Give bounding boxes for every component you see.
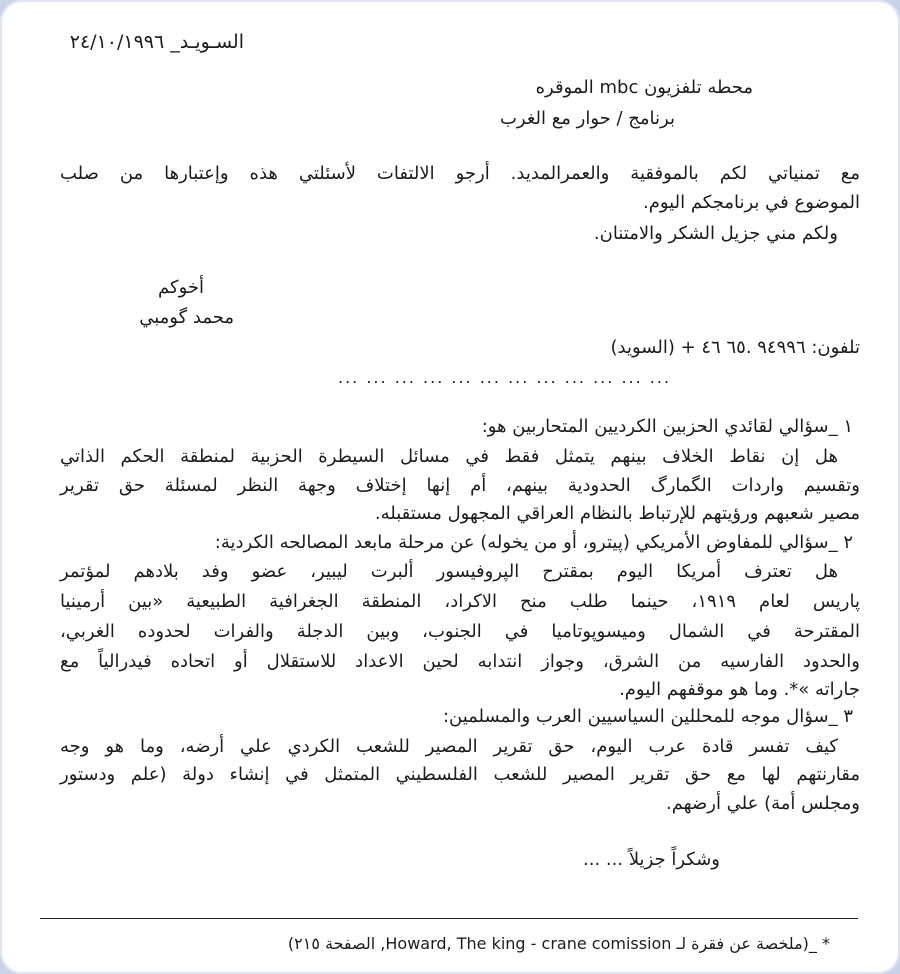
signature-greeting: أخوكم: [158, 277, 204, 298]
question-1-line-2: وتقسيم واردات الگمارگ الحدودية بينهم، أم إنها إختلاف وجهة النظر لمسئلة حق تقرير: [60, 475, 860, 496]
question-3-line-3: ومجلس أمة) علي أرضهم.: [665, 793, 860, 814]
question-3-heading: ٣ _سؤال موجه للمحللين السياسيين العرب والمسلمين:: [442, 706, 853, 727]
question-1-line-1: هل إن نقاط الخلاف بينهم يتمثل فقط في مسائل السيطرة الحزبية لمنطقة الحكم الذاتي: [60, 446, 838, 467]
phone-line: تلفون: ٩٤٩٩٦ .٦٥ ٤٦ + (السويد): [610, 337, 860, 358]
question-1-line-3: مصير شعبهم ورؤيتهم للإرتباط بالنظام العراقي المجهول مستقبله.: [374, 503, 860, 524]
intro-line-3: ولكم مني جزيل الشكر والامتنان.: [593, 223, 838, 244]
question-1-heading: ١ _سؤالي لقائدي الحزبين الكرديين المتحاربين هو:: [481, 416, 853, 437]
closing-thanks: وشكراً جزيلاً ... ...: [583, 849, 720, 870]
question-2-heading: ٢ _سؤالي للمفاوض الأمريكي (پيترو، أو من يخوله) عن مرحلة مابعد المصالحه الكردية:: [214, 532, 853, 553]
question-2-line-1: هل تعترف أمريكا اليوم بمقترح الپروفيسور ألبرت ليبير، عضو وفد بلادهم لمؤتمر: [60, 561, 838, 582]
separator-dots: ... ... ... ... ... ... ... ... ... ... ... ...: [338, 368, 672, 387]
program-line: برنامج / حوار مع الغرب: [499, 108, 675, 129]
date-line: السـويـد_ ٢٤/١٠/١٩٩٦: [69, 31, 244, 53]
intro-line-1: مع تمنياتي لكم بالموفقية والعمرالمديد. أرجو الالتفات لأسئلتي هذه وإعتبارها من صلب: [60, 163, 860, 184]
question-2-line-2: پاريس لعام ١٩١٩، حينما طلب منح الاكراد، المنطقة الجغرافية الطبيعية «بين أرمينيا: [60, 591, 860, 612]
question-3-line-1: كيف تفسر قادة عرب اليوم، حق تقرير المصير للشعب الكردي علي أرضه، وما هو وجه: [60, 736, 838, 757]
intro-line-2: الموضوع في برنامجكم اليوم.: [643, 192, 860, 213]
question-2-line-4: والحدود الفارسيه من الشرق، وجواز انتدابه لحين الاعداد للاستقلال أو اتحاده فيدرالياً مع: [60, 651, 860, 672]
question-2-line-3: المقترحة في الشمال وميسوپوتاميا في الجنوب، وبين الدجلة والفرات لحدوده الغربي،: [60, 621, 860, 642]
footnote-rule: [40, 918, 858, 919]
footnote: * _(ملخصة عن فقرة لـ Howard, The king - crane comission, الصفحة ٢١٥): [287, 934, 830, 953]
question-3-line-2: مقارنتهم لها مع حق تقرير المصير للشعب الفلسطيني المتمثل في إنشاء دولة (علم ودستور: [60, 764, 860, 785]
station-line: محطه تلفزيون mbc الموقره: [535, 77, 753, 98]
question-2-line-5: جاراته »*. وما هو موقفهم اليوم.: [619, 679, 860, 700]
signature-name: محمد گومبي: [139, 307, 234, 328]
